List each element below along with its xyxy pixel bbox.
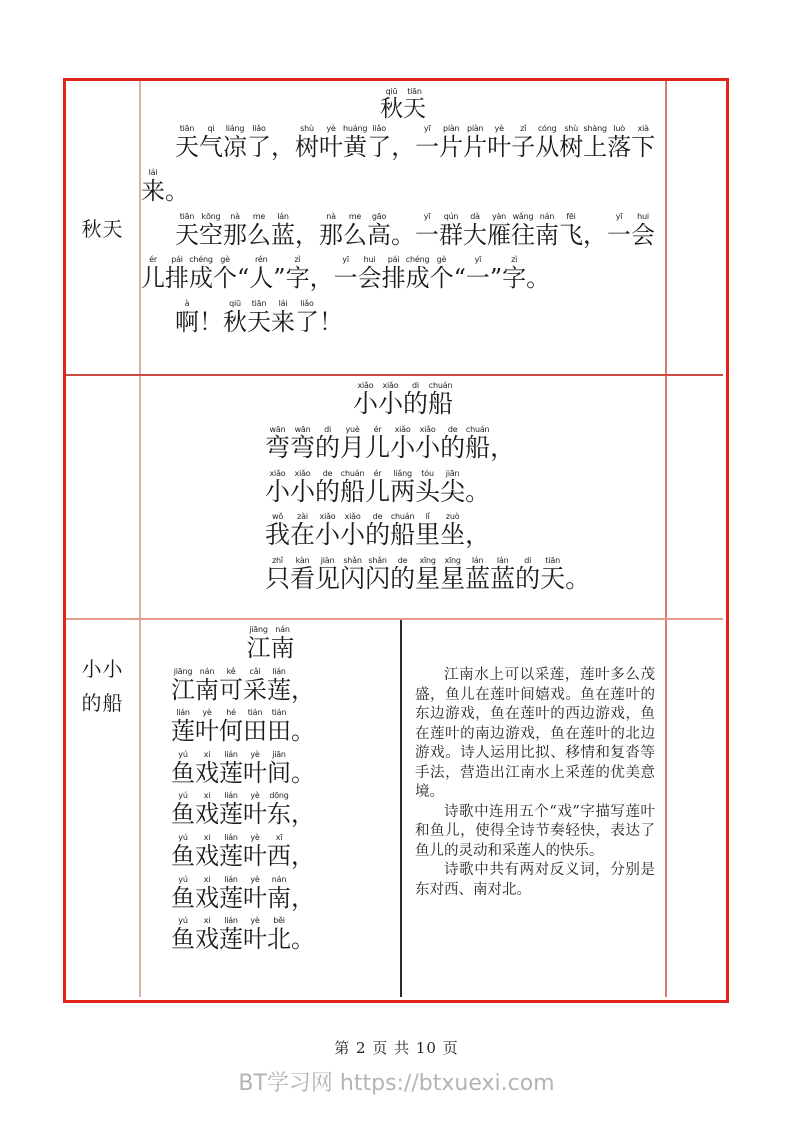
autumn-text-line: 天tiān空kōng那nà么me蓝lán，那nà么me高gāo。一yī群qún大dà雁yàn往wǎng南nán飞fēi，一yī会hui <box>175 211 655 249</box>
jiangnan-poem-line: 鱼yú戏xi莲lián叶yè间jiān。 <box>171 749 315 787</box>
boat-poem-cell <box>141 377 665 619</box>
analysis-paragraph: 江南水上可以采莲，莲叶多么茂盛，鱼儿在莲叶间嬉戏。鱼在莲叶的东边游戏，鱼在莲叶的西边游戏，鱼在莲叶的南边游戏，鱼在莲叶的北边游戏。诗人运用比拟、移情和复沓等手法，营造出江南水上采莲的优美意境。 <box>415 667 655 800</box>
analysis-paragraph: 诗歌中共有两对反义词，分别是东对西、南对北。 <box>415 862 655 898</box>
poem-analysis-divider <box>400 620 402 997</box>
analysis-paragraph: 诗歌中连用五个“戏”字描写莲叶和鱼儿，使得全诗节奏轻快，表达了鱼儿的灵动和采莲人的快乐。 <box>415 803 655 859</box>
boat-poem-line: 只zhǐ看kàn见jiàn闪shǎn闪shǎn的de星xīng星xīng蓝lán蓝lán的di天tiān。 <box>265 556 591 593</box>
page-number: 第 2 页 共 10 页 <box>334 1039 459 1057</box>
row-label-boat <box>66 374 139 997</box>
jiangnan-poem-line: 江jiāng南nán可kě采cǎi莲lián， <box>171 666 315 704</box>
autumn-text-line: 天tiān气qi凉liáng了liǎo，树shù叶yè黄huáng了liǎo，一yī片piàn片piàn叶yè子zǐ从cóng树shù上shàng落luò下xià <box>175 124 656 162</box>
autumn-text-cell <box>141 81 665 374</box>
autumn-title: 秋qiū天tiān <box>380 87 426 122</box>
jiangnan-poem-line: 鱼yú戏xi莲lián叶yè南nán， <box>171 874 315 912</box>
autumn-text-line: 来lái。 <box>141 168 189 206</box>
row-label-autumn <box>66 81 139 374</box>
jiangnan-poem-line: 鱼yú戏xi莲lián叶yè北běi。 <box>171 916 315 954</box>
boat-poem-line: 弯wān弯wān的di月yuè儿ér小xiǎo小xiǎo的de船chuán， <box>265 424 516 462</box>
right-column-divider <box>665 81 667 997</box>
row-label-autumn-text: 秋天 <box>81 217 124 241</box>
jiangnan-poem-cell <box>141 621 400 997</box>
jiangnan-poem-line: 鱼yú戏xi莲lián叶yè东dōng， <box>171 791 315 829</box>
jiangnan-poem-line: 莲lián叶yè何hé田tián田tián。 <box>171 708 315 746</box>
autumn-text-line: 儿ér排pái成chéng个gè“人rén”字zì，一yī会hui排pái成chéng个gè“一yī”字zì。 <box>141 255 551 293</box>
boat-title: 小xiǎo小xiǎo的di船chuán <box>352 381 454 418</box>
watermark: BT学习网 https://btxuexi.com <box>238 1071 555 1096</box>
jiangnan-title: 江jiāng南nán <box>246 625 295 662</box>
jiangnan-poem-line: 鱼yú戏xi莲lián叶yè西xī， <box>171 832 315 870</box>
boat-poem-line: 我wǒ在zài小xiǎo小xiǎo的de船chuán里lǐ坐zuò， <box>265 512 491 550</box>
jiangnan-analysis-cell <box>403 621 665 997</box>
row-label-boat-line2: 的船 <box>81 690 124 715</box>
autumn-text-line: 啊à！秋qiū天tiān来lái了liǎo！ <box>175 298 343 336</box>
row-label-boat-line1: 小小 <box>81 656 124 681</box>
boat-poem-line: 小xiǎo小xiǎo的de船chuán儿ér两liǎng头tóu尖jiān。 <box>265 468 491 506</box>
row-divider <box>66 374 723 376</box>
